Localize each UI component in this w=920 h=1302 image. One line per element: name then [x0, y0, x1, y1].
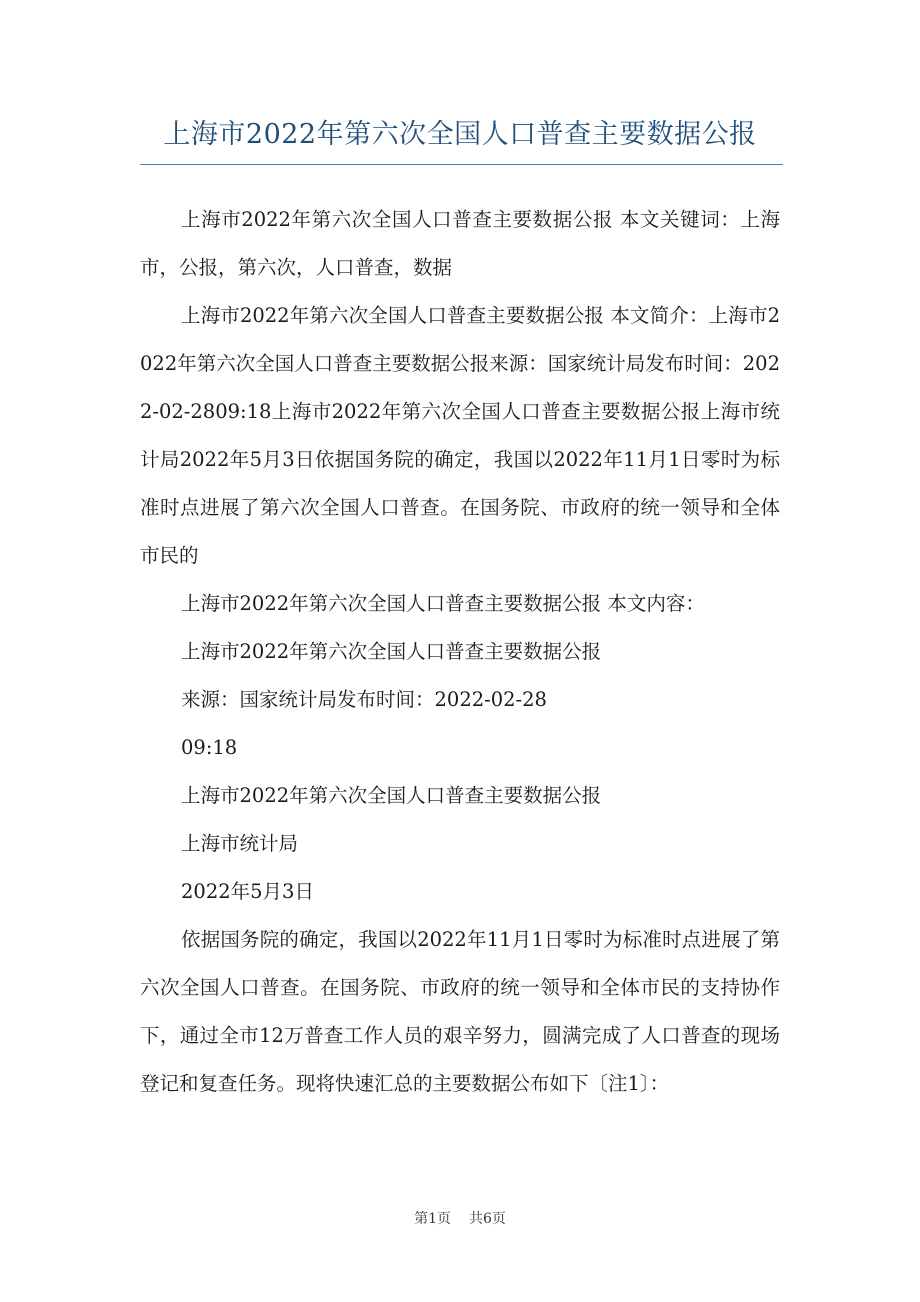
title-underline: [140, 164, 783, 165]
issuer-line: 上海市统计局: [181, 832, 299, 855]
keywords-paragraph: 上海市2022年第六次全国人口普查主要数据公报 本文关键词：上海市，公报，第六次，人口普查，数据: [140, 208, 780, 279]
document-body: [140, 196, 780, 1108]
content-heading-line: 上海市2022年第六次全国人口普查主要数据公报 本文内容：: [181, 592, 705, 615]
bulletin-title-repeat-line: 上海市2022年第六次全国人口普查主要数据公报: [181, 784, 602, 807]
bulletin-title-line: 上海市2022年第六次全国人口普查主要数据公报: [181, 640, 602, 663]
page-footer: [0, 1208, 920, 1228]
total-pages: 共6页: [469, 1211, 506, 1227]
current-page-number: 第1页: [414, 1211, 451, 1227]
date-line: 2022年5月3日: [181, 880, 314, 903]
closing-paragraph: 依据国务院的确定，我国以2022年11月1日零时为标准时点进展了第六次全国人口普查。在国务院、市政府的统一领导和全体市民的支持协作下，通过全市12万普查工作人员的艰辛努力，圆满完成了人口普查的现场登记和复查任务。现将快速汇总的主要数据公布如下〔注1〕：: [140, 928, 780, 1095]
source-line: 来源：国家统计局发布时间：2022-02-28: [181, 688, 547, 711]
summary-paragraph: 上海市2022年第六次全国人口普查主要数据公报 本文简介：上海市2022年第六次全国人口普查主要数据公报来源：国家统计局发布时间：2022-02-2809:18上海市2022年第六次全国人口普查主要数据公报上海市统计局2022年5月3日依据国务院的确定，我国以2022年11月1日零时为标准时点进展了第六次全国人口普查。在国务院、市政府的统一领导和全体市民的: [140, 304, 780, 567]
document-title: 上海市2022年第六次全国人口普查主要数据公报: [163, 119, 757, 150]
time-line: 09:18: [181, 736, 238, 759]
